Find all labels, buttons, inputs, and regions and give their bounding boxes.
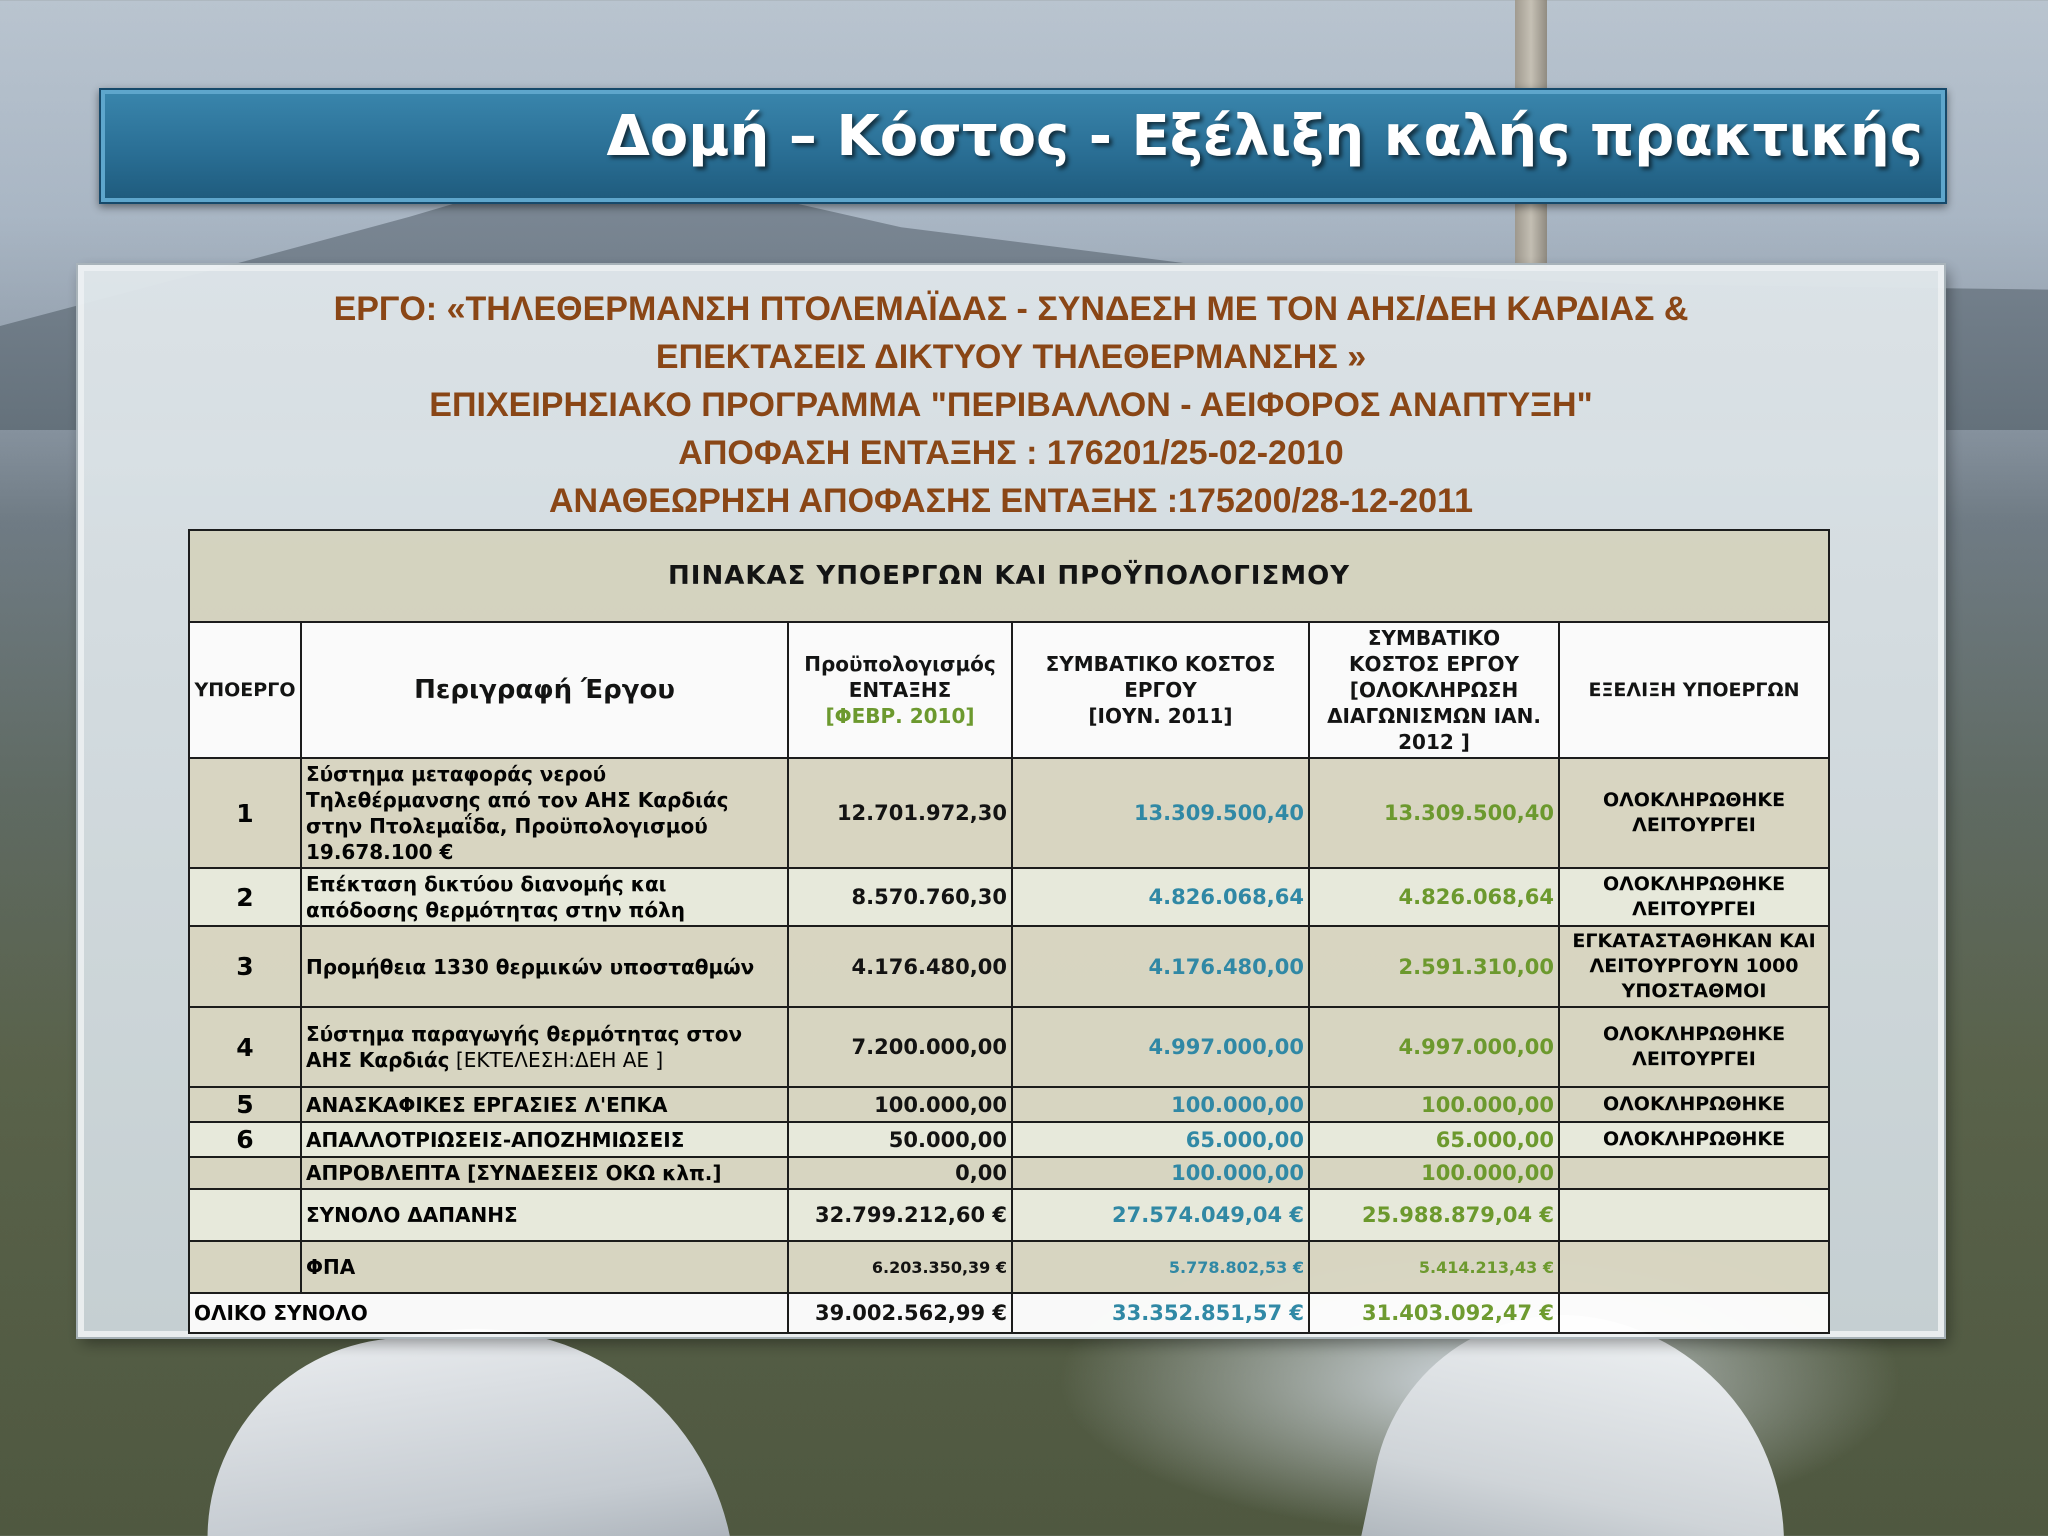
subproject-description: ΦΠΑ: [301, 1241, 788, 1293]
grand-total-status: [1559, 1293, 1829, 1333]
contract-value: 4.176.480,00: [1012, 926, 1309, 1007]
budget-value: 4.176.480,00: [788, 926, 1012, 1007]
grand-total-contract: 33.352.851,57 €: [1012, 1293, 1309, 1333]
contract-value: 13.309.500,40: [1012, 758, 1309, 868]
subproject-description: Σύστημα μεταφοράς νερού Τηλεθέρμανσης από τον ΑΗΣ Καρδιάς στην Πτολεμαΐδα, Προϋπολογισμού 19.678.100 €: [301, 758, 788, 868]
header-contract-line2: ΕΡΓΟΥ: [1124, 678, 1197, 702]
final-value: 100.000,00: [1309, 1157, 1559, 1189]
header-budget: [788, 622, 1012, 758]
final-value: 65.000,00: [1309, 1122, 1559, 1157]
header-final-line4: ΔΙΑΓΩΝΙΣΜΩΝ ΙΑΝ.: [1327, 704, 1541, 728]
grand-total-label: ΟΛΙΚΟ ΣΥΝΟΛΟ: [189, 1293, 788, 1333]
progress-status: [1559, 1241, 1829, 1293]
header-contract-line1: ΣΥΜΒΑΤΙΚΟ ΚΟΣΤΟΣ: [1045, 652, 1276, 676]
progress-status: ΟΛΟΚΛΗΡΩΘΗΚΕ: [1559, 1122, 1829, 1157]
progress-status: ΕΓΚΑΤΑΣΤΑΘΗΚΑΝ ΚΑΙ ΛΕΙΤΟΥΡΓΟΥΝ 1000 ΥΠΟΣΤΑΘΜΟΙ: [1559, 926, 1829, 1007]
contract-value: 5.778.802,53 €: [1012, 1241, 1309, 1293]
progress-status: ΟΛΟΚΛΗΡΩΘΗΚΕ ΛΕΙΤΟΥΡΓΕΙ: [1559, 868, 1829, 926]
subproject-description: Επέκταση δικτύου διανομής και απόδοσης θερμότητας στην πόλη: [301, 868, 788, 926]
contract-value: 100.000,00: [1012, 1157, 1309, 1189]
subproject-number: 5: [189, 1087, 301, 1122]
total-row: [189, 1293, 1829, 1333]
contract-value: 100.000,00: [1012, 1087, 1309, 1122]
content-panel: [78, 265, 1944, 1337]
header-budget-date: [ΦΕΒΡ. 2010]: [825, 704, 975, 728]
subproject-description: Προμήθεια 1330 θερμικών υποσταθμών: [301, 926, 788, 1007]
subproject-description: ΣΥΝΟΛΟ ΔΑΠΑΝΗΣ: [301, 1189, 788, 1241]
contract-value: 4.826.068,64: [1012, 868, 1309, 926]
subproject-number: 4: [189, 1007, 301, 1087]
final-value: 4.826.068,64: [1309, 868, 1559, 926]
header-budget-line2: ΕΝΤΑΞΗΣ: [848, 678, 952, 702]
table-row: [189, 1189, 1829, 1241]
subproject-description: Σύστημα παραγωγής θερμότητας στον ΑΗΣ Καρδιάς [ΕΚΤΕΛΕΣΗ:ΔΕΗ ΑΕ ]: [301, 1007, 788, 1087]
header-final-line1: ΣΥΜΒΑΤΙΚΟ: [1367, 626, 1501, 650]
header-description: Περιγραφή Έργου: [301, 622, 788, 758]
table-row: [189, 1241, 1829, 1293]
header-subproject: ΥΠΟΕΡΓΟ: [189, 622, 301, 758]
progress-status: [1559, 1189, 1829, 1241]
header-contract-date: [ΙΟΥΝ. 2011]: [1088, 704, 1233, 728]
progress-status: ΟΛΟΚΛΗΡΩΘΗΚΕ: [1559, 1087, 1829, 1122]
final-value: 4.997.000,00: [1309, 1007, 1559, 1087]
contract-value: 65.000,00: [1012, 1122, 1309, 1157]
header-final-line2: ΚΟΣΤΟΣ ΕΡΓΟΥ: [1349, 652, 1519, 676]
budget-value: 8.570.760,30: [788, 868, 1012, 926]
table-caption: ΠΙΝΑΚΑΣ ΥΠΟΕΡΓΩΝ ΚΑΙ ΠΡΟΫΠΟΛΟΓΙΣΜΟΥ: [189, 530, 1829, 622]
subproject-description: ΑΝΑΣΚΑΦΙΚΕΣ ΕΡΓΑΣΙΕΣ Λ'ΕΠΚΑ: [301, 1087, 788, 1122]
progress-status: ΟΛΟΚΛΗΡΩΘΗΚΕ ΛΕΙΤΟΥΡΓΕΙ: [1559, 1007, 1829, 1087]
progress-status: [1559, 1157, 1829, 1189]
subproject-number: 1: [189, 758, 301, 868]
headline-decision: ΑΠΟΦΑΣΗ ΕΝΤΑΞΗΣ : 176201/25-02-2010: [678, 434, 1344, 472]
subproject-number: [189, 1241, 301, 1293]
final-value: 5.414.213,43 €: [1309, 1241, 1559, 1293]
title-banner: [99, 88, 1947, 204]
final-value: 13.309.500,40: [1309, 758, 1559, 868]
progress-status: ΟΛΟΚΛΗΡΩΘΗΚΕ ΛΕΙΤΟΥΡΓΕΙ: [1559, 758, 1829, 868]
budget-value: 6.203.350,39 €: [788, 1241, 1012, 1293]
table-row: [189, 758, 1829, 868]
grand-total-final: 31.403.092,47 €: [1309, 1293, 1559, 1333]
budget-value: 12.701.972,30: [788, 758, 1012, 868]
final-value: 2.591.310,00: [1309, 926, 1559, 1007]
contract-value: 27.574.049,04 €: [1012, 1189, 1309, 1241]
budget-value: 100.000,00: [788, 1087, 1012, 1122]
header-contract-cost: [1012, 622, 1309, 758]
header-final-line3: [ΟΛΟΚΛΗΡΩΣΗ: [1349, 678, 1519, 702]
table-row: [189, 1122, 1829, 1157]
final-value: 25.988.879,04 €: [1309, 1189, 1559, 1241]
table-row: [189, 1007, 1829, 1087]
table-row: [189, 1157, 1829, 1189]
budget-value: 0,00: [788, 1157, 1012, 1189]
header-budget-line1: Προϋπολογισμός: [804, 652, 996, 676]
budget-value: 32.799.212,60 €: [788, 1189, 1012, 1241]
table-row: [189, 868, 1829, 926]
project-headlines: [84, 285, 1938, 525]
subproject-description: ΑΠΑΛΛΟΤΡΙΩΣΕΙΣ-ΑΠΟΖΗΜΙΩΣΕΙΣ: [301, 1122, 788, 1157]
headline-project-line2: ΕΠΕΚΤΑΣΕΙΣ ΔΙΚΤΥΟΥ ΤΗΛΕΘΕΡΜΑΝΣΗΣ »: [655, 338, 1367, 376]
grand-total-budget: 39.002.562,99 €: [788, 1293, 1012, 1333]
budget-value: 7.200.000,00: [788, 1007, 1012, 1087]
table-row: [189, 1087, 1829, 1122]
header-final-line5: 2012 ]: [1398, 730, 1470, 754]
table-header-row: [189, 622, 1829, 758]
headline-program: ΕΠΙΧΕΙΡΗΣΙΑΚΟ ΠΡΟΓΡΑΜΜΑ "ΠΕΡΙΒΑΛΛΟΝ - ΑΕΙΦΟΡΟΣ ΑΝΑΠΤΥΞΗ": [429, 386, 1593, 424]
table-row: [189, 926, 1829, 1007]
subproject-number: 2: [189, 868, 301, 926]
header-progress: ΕΞΕΛΙΞΗ ΥΠΟΕΡΓΩΝ: [1559, 622, 1829, 758]
subproject-description: ΑΠΡΟΒΛΕΠΤΑ [ΣΥΝΔΕΣΕΙΣ ΟΚΩ κλπ.]: [301, 1157, 788, 1189]
headline-project-line1: ΕΡΓΟ: «ΤΗΛΕΘΕΡΜΑΝΣΗ ΠΤΟΛΕΜΑΪΔΑΣ - ΣΥΝΔΕΣΗ ΜΕ ΤΟΝ ΑΗΣ/ΔΕΗ ΚΑΡΔΙΑΣ &: [333, 290, 1689, 328]
subproject-number: [189, 1189, 301, 1241]
contract-value: 4.997.000,00: [1012, 1007, 1309, 1087]
budget-value: 50.000,00: [788, 1122, 1012, 1157]
headline-revision: ΑΝΑΘΕΩΡΗΣΗ ΑΠΟΦΑΣΗΣ ΕΝΤΑΞΗΣ :175200/28-12-2011: [549, 482, 1473, 520]
subproject-number: 3: [189, 926, 301, 1007]
slide-title: Δομή – Κόστος - Εξέλιξη καλής πρακτικής: [606, 104, 1923, 169]
subproject-number: 6: [189, 1122, 301, 1157]
budget-table: [188, 529, 1830, 1334]
final-value: 100.000,00: [1309, 1087, 1559, 1122]
subproject-number: [189, 1157, 301, 1189]
header-final-cost: [1309, 622, 1559, 758]
